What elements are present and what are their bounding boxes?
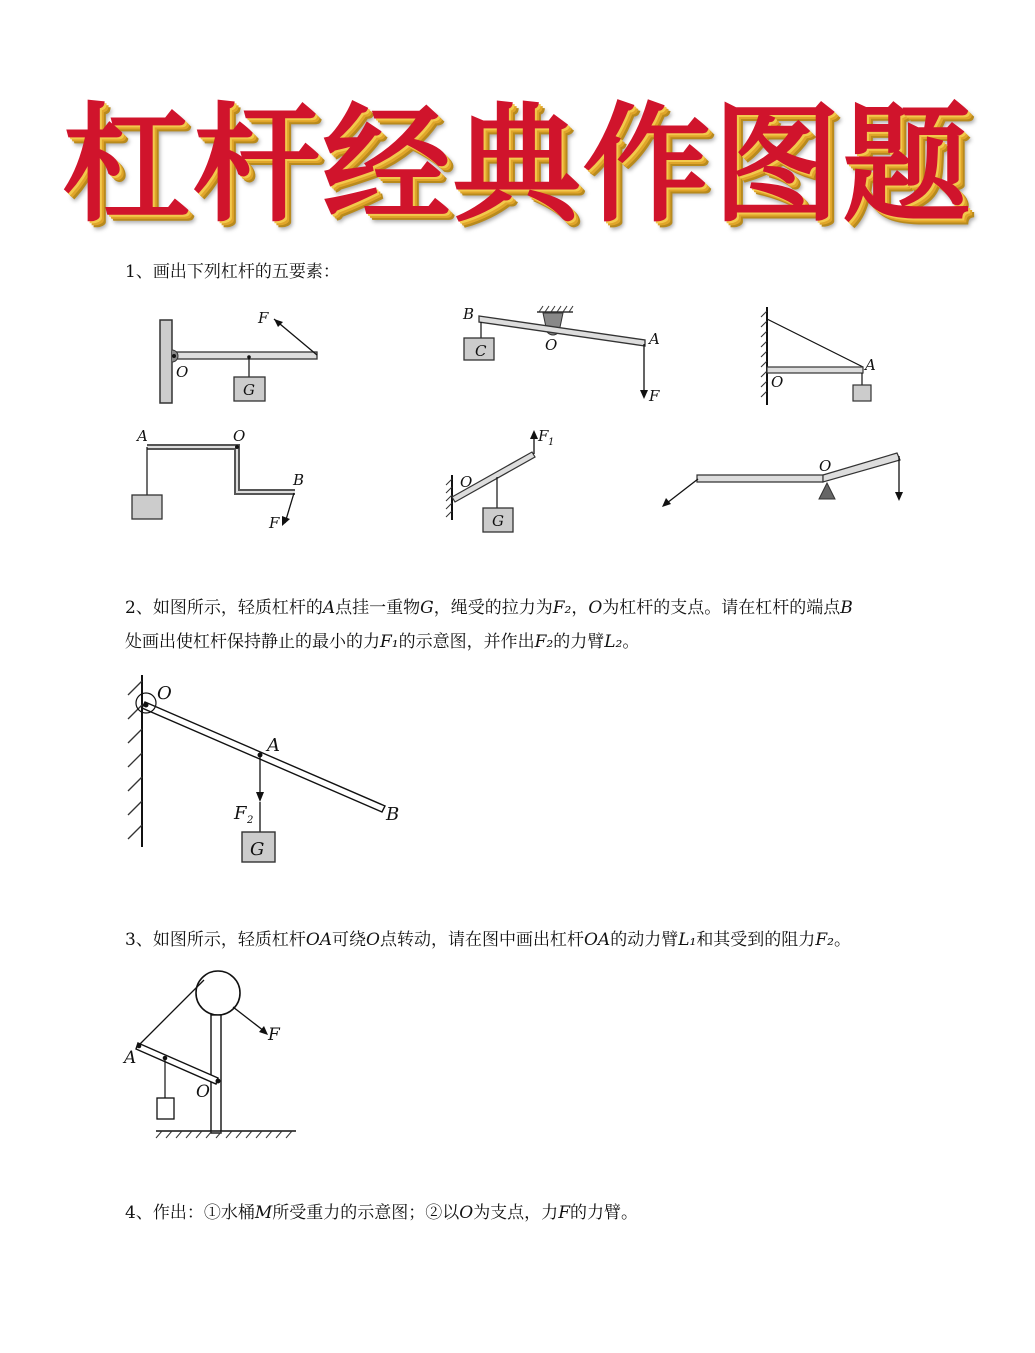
question-2-line-1 — [125, 591, 853, 625]
q4-text: 所受重力的示意图；②以 — [272, 1203, 460, 1223]
label-F2: F — [234, 803, 247, 824]
question-3 — [125, 923, 851, 957]
q4-var-M: M — [254, 1203, 273, 1223]
label-O: O — [771, 373, 784, 391]
q4-text: 4、作出：①水桶 — [125, 1203, 255, 1223]
question-1 — [125, 255, 340, 289]
label-F2-subscript: 2 — [247, 815, 254, 826]
q3-var-L1: L₁ — [678, 930, 697, 950]
label-O: O — [233, 427, 246, 445]
q2-text: 为杠杆的支点。请在杠杆的端点 — [602, 598, 841, 618]
figure-1e — [440, 425, 570, 540]
q2-var-A: A — [322, 598, 336, 618]
q4-text: 为支点，力 — [473, 1203, 559, 1223]
q2-var-B: B — [840, 598, 853, 618]
label-O: O — [176, 363, 189, 381]
q2-var-O: O — [588, 598, 603, 618]
figure-1a — [150, 305, 330, 410]
q3-text: 可绕 — [332, 930, 367, 950]
q2-var-F2: F₂ — [552, 598, 572, 618]
question-2 — [125, 591, 853, 659]
label-O: O — [157, 683, 172, 704]
q4-var-O: O — [459, 1203, 474, 1223]
q2-var-F1: F₁ — [380, 632, 399, 652]
q3-text: 的动力臂 — [610, 930, 679, 950]
figure-2 — [120, 675, 410, 870]
question-4 — [125, 1196, 638, 1230]
label-A: A — [137, 427, 148, 445]
q3-text: 。 — [833, 930, 851, 950]
label-A: A — [267, 735, 280, 756]
q3-text: 和其受到的阻力 — [696, 930, 816, 950]
label-C: C — [475, 342, 487, 360]
label-A: A — [124, 1048, 137, 1068]
label-O: O — [545, 336, 558, 354]
figure-1d — [125, 425, 315, 535]
label-F: F — [269, 514, 280, 532]
q2-text: 2、如图所示，轻质杠杆的 — [125, 598, 323, 618]
label-G: G — [250, 839, 265, 860]
label-F: F — [268, 1025, 280, 1045]
label-O: O — [819, 457, 832, 475]
label-A: A — [649, 330, 660, 348]
label-F1: F — [538, 427, 549, 445]
label-O: O — [460, 473, 473, 491]
figure-1c — [755, 305, 885, 410]
q2-text: ，绳受的拉力为 — [433, 598, 553, 618]
question-2-line-2 — [125, 625, 853, 659]
figure-3 — [120, 965, 310, 1145]
q4-var-F: F — [558, 1203, 570, 1223]
label-B: B — [386, 804, 400, 825]
q4-text: 的力臂。 — [569, 1203, 638, 1223]
q2-text: 。 — [622, 632, 640, 652]
q3-text: 点转动，请在图中画出杠杆 — [379, 930, 584, 950]
figure-1f — [655, 445, 915, 515]
q2-var-F2: F₂ — [534, 632, 554, 652]
question-1-text: 1、画出下列杠杆的五要素： — [125, 262, 340, 282]
label-G: G — [243, 381, 255, 399]
label-A: A — [865, 356, 876, 374]
q2-text: 的示意图，并作出 — [398, 632, 535, 652]
label-F1-subscript: 1 — [548, 437, 555, 448]
q2-var-L2: L₂ — [604, 632, 623, 652]
label-G: G — [492, 512, 504, 530]
q3-text: 3、如图所示，轻质杠杆 — [125, 930, 306, 950]
q2-var-G: G — [420, 598, 434, 618]
label-O: O — [196, 1082, 210, 1102]
q2-text: 点挂一重物 — [335, 598, 421, 618]
label-B: B — [293, 471, 305, 489]
page-title: 杠杆经典作图题 — [62, 91, 973, 240]
figure-1b — [455, 300, 670, 410]
q2-text: ， — [571, 598, 589, 618]
label-F: F — [649, 387, 660, 405]
label-F: F — [258, 309, 269, 327]
q3-var-OA: OA — [583, 930, 611, 950]
q3-var-OA: OA — [305, 930, 333, 950]
label-B: B — [463, 305, 475, 323]
q2-text: 的力臂 — [553, 632, 605, 652]
q2-text: 处画出使杠杆保持静止的最小的力 — [125, 632, 380, 652]
q3-var-O: O — [366, 930, 380, 950]
q3-var-F2: F₂ — [815, 930, 834, 950]
